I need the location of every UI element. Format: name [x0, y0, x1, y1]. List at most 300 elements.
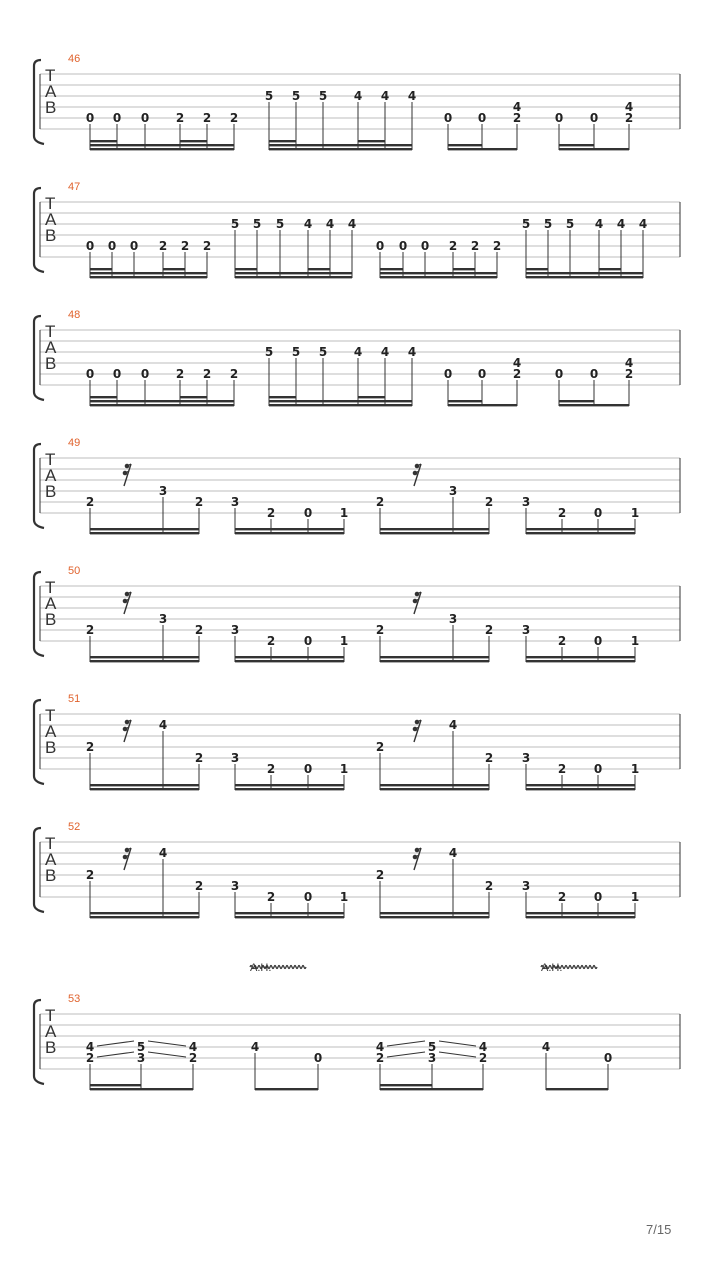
fret-number: 2: [85, 495, 95, 509]
tab-letter-b: B: [45, 482, 57, 501]
note-beam: [380, 532, 489, 534]
fret-number: 3: [521, 751, 531, 765]
beam-group: [376, 718, 493, 790]
note-beam: [90, 140, 117, 142]
system-bracket: [34, 572, 44, 656]
fret-number: 0: [140, 367, 150, 381]
fret-number: 3: [521, 495, 531, 509]
note-beam: [269, 140, 296, 142]
fret-number: 4: [512, 100, 522, 114]
tab-letter-t: T: [45, 834, 56, 853]
fret-number: 2: [175, 367, 185, 381]
fret-number: 3: [230, 751, 240, 765]
note-beam: [90, 532, 199, 534]
note-beam: [526, 660, 635, 662]
fret-number: 4: [380, 89, 390, 103]
fret-number: 3: [427, 1051, 437, 1065]
note-beam: [380, 276, 497, 278]
system-bracket: [34, 444, 44, 528]
fret-number: 2: [557, 506, 567, 520]
note-beam: [448, 404, 517, 406]
note-beam: [526, 272, 643, 274]
tab-letter-b: B: [45, 354, 57, 373]
fret-number: 1: [339, 890, 349, 904]
fret-number: 2: [202, 111, 212, 125]
tab-system-53: [34, 962, 680, 1090]
fret-number: 2: [624, 111, 634, 125]
fret-number: 2: [266, 890, 276, 904]
tab-letter-t: T: [45, 66, 56, 85]
note-beam: [90, 784, 199, 786]
tab-letter-b: B: [45, 610, 57, 629]
tab-letter-a: A: [45, 82, 57, 101]
fret-number: 5: [521, 217, 531, 231]
note-beam: [380, 272, 497, 274]
note-beam: [559, 404, 629, 406]
fret-number: 2: [470, 239, 480, 253]
fret-number: 0: [593, 890, 603, 904]
fret-number: 0: [443, 111, 453, 125]
tab-letter-a: A: [45, 722, 57, 741]
beam-group: [251, 1040, 322, 1090]
fret-number: 2: [202, 239, 212, 253]
beam-group: [231, 495, 348, 534]
beam-group: [86, 718, 203, 790]
tab-letter-t: T: [45, 578, 56, 597]
fret-number: 0: [112, 367, 122, 381]
slide-line: [439, 1041, 476, 1046]
fret-number: 3: [230, 623, 240, 637]
beam-group: [86, 1040, 197, 1090]
beam-group: [376, 464, 493, 535]
fret-number: 2: [229, 367, 239, 381]
fret-number: 1: [339, 762, 349, 776]
note-beam: [235, 532, 344, 534]
fret-number: 2: [266, 762, 276, 776]
fret-number: 0: [303, 634, 313, 648]
fret-number: 3: [230, 879, 240, 893]
fret-number: 2: [478, 1051, 488, 1065]
fret-number: 2: [188, 1051, 198, 1065]
fret-number: 2: [85, 1051, 95, 1065]
fret-number: 2: [375, 1051, 385, 1065]
fret-number: 4: [624, 356, 634, 370]
artificial-harmonic-label: A.H.: [250, 962, 272, 974]
note-beam: [90, 788, 199, 790]
fret-number: 4: [407, 89, 417, 103]
beam-group: [86, 846, 203, 918]
tab-letter-a: A: [45, 850, 57, 869]
note-beam: [235, 916, 344, 918]
fret-number: 0: [477, 111, 487, 125]
note-beam: [526, 528, 635, 530]
fret-number: 4: [594, 217, 604, 231]
beam-group: [86, 111, 238, 150]
beam-group: [555, 356, 633, 406]
note-beam: [90, 660, 199, 662]
note-beam: [235, 660, 344, 662]
beam-group: [376, 1040, 487, 1090]
fret-number: 5: [275, 217, 285, 231]
fret-number: 1: [630, 506, 640, 520]
fret-number: 2: [448, 239, 458, 253]
fret-number: 4: [478, 1040, 488, 1054]
note-beam: [235, 268, 257, 270]
fret-number: 4: [188, 1040, 198, 1054]
beam-group: [376, 239, 501, 278]
note-beam: [90, 268, 112, 270]
measure-number: 48: [68, 309, 81, 321]
note-beam: [599, 268, 621, 270]
fret-number: 5: [543, 217, 553, 231]
note-beam: [380, 784, 489, 786]
tab-letter-t: T: [45, 1006, 56, 1025]
note-beam: [448, 400, 482, 402]
system-bracket: [34, 188, 44, 272]
note-beam: [380, 1084, 432, 1086]
fret-number: 2: [484, 879, 494, 893]
fret-number: 2: [557, 762, 567, 776]
tab-system-49: [34, 437, 680, 534]
fret-number: 0: [303, 506, 313, 520]
slide-line: [439, 1052, 476, 1057]
note-beam: [453, 268, 475, 270]
fret-number: 4: [448, 718, 458, 732]
tab-letter-a: A: [45, 210, 57, 229]
tab-system-52: [34, 821, 680, 918]
fret-number: 0: [112, 111, 122, 125]
fret-number: 4: [375, 1040, 385, 1054]
note-beam: [526, 656, 635, 658]
fret-number: 0: [375, 239, 385, 253]
note-beam: [526, 532, 635, 534]
fret-number: 2: [375, 623, 385, 637]
note-beam: [448, 144, 482, 146]
fret-number: 0: [589, 367, 599, 381]
fret-number: 4: [303, 217, 313, 231]
fret-number: 0: [303, 762, 313, 776]
system-bracket: [34, 316, 44, 400]
note-beam: [559, 400, 594, 402]
fret-number: 2: [194, 623, 204, 637]
beam-group: [376, 592, 493, 663]
measure-number: 47: [68, 181, 81, 193]
fret-number: 5: [565, 217, 575, 231]
note-beam: [358, 140, 385, 142]
note-beam: [235, 528, 344, 530]
beam-group: [86, 367, 238, 406]
fret-number: 4: [158, 846, 168, 860]
fret-number: 0: [593, 634, 603, 648]
note-beam: [559, 148, 629, 150]
fret-number: 2: [158, 239, 168, 253]
fret-number: 2: [85, 740, 95, 754]
beam-group: [86, 239, 211, 278]
fret-number: 2: [266, 506, 276, 520]
fret-number: 2: [180, 239, 190, 253]
tab-system-47: [34, 181, 680, 278]
beam-group: [86, 592, 203, 663]
note-beam: [380, 916, 489, 918]
fret-number: 2: [375, 868, 385, 882]
note-beam: [163, 268, 185, 270]
fret-number: 4: [541, 1040, 551, 1054]
fret-number: 2: [202, 367, 212, 381]
note-beam: [90, 528, 199, 530]
measure-number: 49: [68, 437, 81, 449]
measure-number: 51: [68, 693, 81, 705]
note-beam: [235, 656, 344, 658]
slide-line: [97, 1041, 134, 1046]
tab-letter-a: A: [45, 1022, 57, 1041]
fret-number: 2: [557, 634, 567, 648]
note-beam: [180, 396, 207, 398]
system-bracket: [34, 828, 44, 912]
note-beam: [90, 656, 199, 658]
slide-line: [387, 1052, 425, 1057]
fret-number: 4: [158, 718, 168, 732]
fret-number: 2: [624, 367, 634, 381]
fret-number: 2: [229, 111, 239, 125]
system-bracket: [34, 60, 44, 144]
note-beam: [380, 660, 489, 662]
tab-system-50: [34, 565, 680, 662]
fret-number: 0: [107, 239, 117, 253]
fret-number: 3: [521, 623, 531, 637]
tab-system-51: [34, 693, 680, 790]
fret-number: 1: [339, 634, 349, 648]
tab-letter-t: T: [45, 706, 56, 725]
fret-number: 2: [175, 111, 185, 125]
fret-number: 0: [313, 1051, 323, 1065]
note-beam: [90, 912, 199, 914]
tab-letter-t: T: [45, 450, 56, 469]
slide-line: [97, 1052, 134, 1057]
fret-number: 2: [194, 879, 204, 893]
page-number: 7/15: [646, 1222, 672, 1237]
fret-number: 4: [325, 217, 335, 231]
beam-group: [86, 464, 203, 535]
note-beam: [269, 144, 412, 146]
note-beam: [526, 912, 635, 914]
slide-line: [387, 1041, 425, 1046]
fret-number: 3: [230, 495, 240, 509]
fret-number: 0: [140, 111, 150, 125]
fret-number: 2: [194, 751, 204, 765]
fret-number: 0: [85, 367, 95, 381]
tab-letter-a: A: [45, 466, 57, 485]
tab-system-48: [34, 309, 680, 406]
beam-group: [265, 345, 416, 406]
note-beam: [526, 788, 635, 790]
note-beam: [380, 1088, 483, 1090]
fret-number: 2: [484, 495, 494, 509]
note-beam: [235, 912, 344, 914]
fret-number: 4: [353, 345, 363, 359]
fret-number: 4: [512, 356, 522, 370]
fret-number: 0: [85, 239, 95, 253]
fret-number: 0: [303, 890, 313, 904]
note-beam: [235, 276, 352, 278]
beam-group: [231, 217, 356, 278]
fret-number: 5: [291, 345, 301, 359]
note-beam: [448, 148, 517, 150]
tab-letter-t: T: [45, 322, 56, 341]
fret-number: 2: [557, 890, 567, 904]
beam-group: [522, 623, 639, 662]
fret-number: 3: [158, 612, 168, 626]
slide-line: [148, 1052, 186, 1057]
fret-number: 2: [194, 495, 204, 509]
tab-letter-t: T: [45, 194, 56, 213]
fret-number: 1: [630, 762, 640, 776]
note-beam: [546, 1088, 608, 1090]
fret-number: 4: [347, 217, 357, 231]
fret-number: 2: [484, 623, 494, 637]
note-beam: [90, 1088, 193, 1090]
fret-number: 0: [420, 239, 430, 253]
tab-letter-b: B: [45, 866, 57, 885]
note-beam: [526, 276, 643, 278]
note-beam: [269, 148, 412, 150]
measure-number: 52: [68, 821, 81, 833]
measure-number: 46: [68, 53, 81, 65]
beam-group: [444, 100, 521, 150]
note-beam: [269, 404, 412, 406]
fret-number: 5: [230, 217, 240, 231]
fret-number: 5: [318, 345, 328, 359]
tab-letter-b: B: [45, 1038, 57, 1057]
note-beam: [180, 140, 207, 142]
beam-group: [265, 89, 416, 150]
fret-number: 2: [85, 623, 95, 637]
artificial-harmonic-label: A.H.: [541, 962, 563, 974]
fret-number: 4: [616, 217, 626, 231]
fret-number: 0: [129, 239, 139, 253]
fret-number: 2: [512, 367, 522, 381]
system-bracket: [34, 1000, 44, 1084]
note-beam: [526, 784, 635, 786]
fret-number: 3: [136, 1051, 146, 1065]
note-beam: [90, 144, 234, 146]
note-beam: [90, 276, 207, 278]
fret-number: 2: [375, 495, 385, 509]
fret-number: 2: [85, 868, 95, 882]
fret-number: 4: [85, 1040, 95, 1054]
fret-number: 0: [85, 111, 95, 125]
note-beam: [308, 268, 330, 270]
note-beam: [380, 268, 403, 270]
note-beam: [380, 788, 489, 790]
tab-letter-a: A: [45, 594, 57, 613]
note-beam: [269, 400, 412, 402]
fret-number: 1: [630, 634, 640, 648]
note-beam: [526, 916, 635, 918]
note-beam: [255, 1088, 318, 1090]
note-beam: [235, 784, 344, 786]
fret-number: 0: [593, 506, 603, 520]
fret-number: 4: [407, 345, 417, 359]
fret-number: 3: [448, 612, 458, 626]
fret-number: 2: [492, 239, 502, 253]
fret-number: 0: [554, 367, 564, 381]
fret-number: 3: [448, 484, 458, 498]
note-beam: [90, 404, 234, 406]
beam-group: [522, 879, 639, 918]
fret-number: 4: [448, 846, 458, 860]
fret-number: 4: [250, 1040, 260, 1054]
fret-number: 4: [638, 217, 648, 231]
note-beam: [380, 656, 489, 658]
fret-number: 1: [630, 890, 640, 904]
beam-group: [231, 751, 348, 790]
system-bracket: [34, 700, 44, 784]
note-beam: [90, 400, 234, 402]
fret-number: 2: [512, 111, 522, 125]
note-beam: [235, 272, 352, 274]
note-beam: [90, 916, 199, 918]
fret-number: 0: [477, 367, 487, 381]
fret-number: 2: [484, 751, 494, 765]
fret-number: 0: [593, 762, 603, 776]
fret-number: 5: [264, 89, 274, 103]
fret-number: 3: [158, 484, 168, 498]
note-beam: [526, 268, 548, 270]
fret-number: 5: [291, 89, 301, 103]
fret-number: 5: [427, 1040, 437, 1054]
fret-number: 5: [252, 217, 262, 231]
tab-letter-b: B: [45, 738, 57, 757]
beam-group: [522, 751, 639, 790]
fret-number: 2: [375, 740, 385, 754]
note-beam: [559, 144, 594, 146]
beam-group: [522, 495, 639, 534]
fret-number: 4: [353, 89, 363, 103]
fret-number: 0: [443, 367, 453, 381]
note-beam: [358, 396, 385, 398]
slide-line: [148, 1041, 186, 1046]
tab-letter-b: B: [45, 226, 57, 245]
fret-number: 5: [264, 345, 274, 359]
beam-group: [444, 356, 521, 406]
note-beam: [269, 396, 296, 398]
fret-number: 2: [266, 634, 276, 648]
fret-number: 4: [624, 100, 634, 114]
measure-number: 50: [68, 565, 81, 577]
note-beam: [90, 148, 234, 150]
beam-group: [555, 100, 633, 150]
fret-number: 0: [589, 111, 599, 125]
fret-number: 0: [398, 239, 408, 253]
measure-number: 53: [68, 993, 81, 1005]
beam-group: [376, 846, 493, 918]
tab-letter-a: A: [45, 338, 57, 357]
fret-number: 0: [554, 111, 564, 125]
fret-number: 4: [380, 345, 390, 359]
fret-number: 3: [521, 879, 531, 893]
note-beam: [90, 272, 207, 274]
fret-number: 5: [318, 89, 328, 103]
tab-system-46: [34, 53, 680, 150]
note-beam: [380, 528, 489, 530]
note-beam: [380, 912, 489, 914]
beam-group: [231, 879, 348, 918]
beam-group: [522, 217, 647, 278]
fret-number: 1: [339, 506, 349, 520]
note-beam: [90, 396, 117, 398]
tab-letter-b: B: [45, 98, 57, 117]
note-beam: [90, 1084, 141, 1086]
